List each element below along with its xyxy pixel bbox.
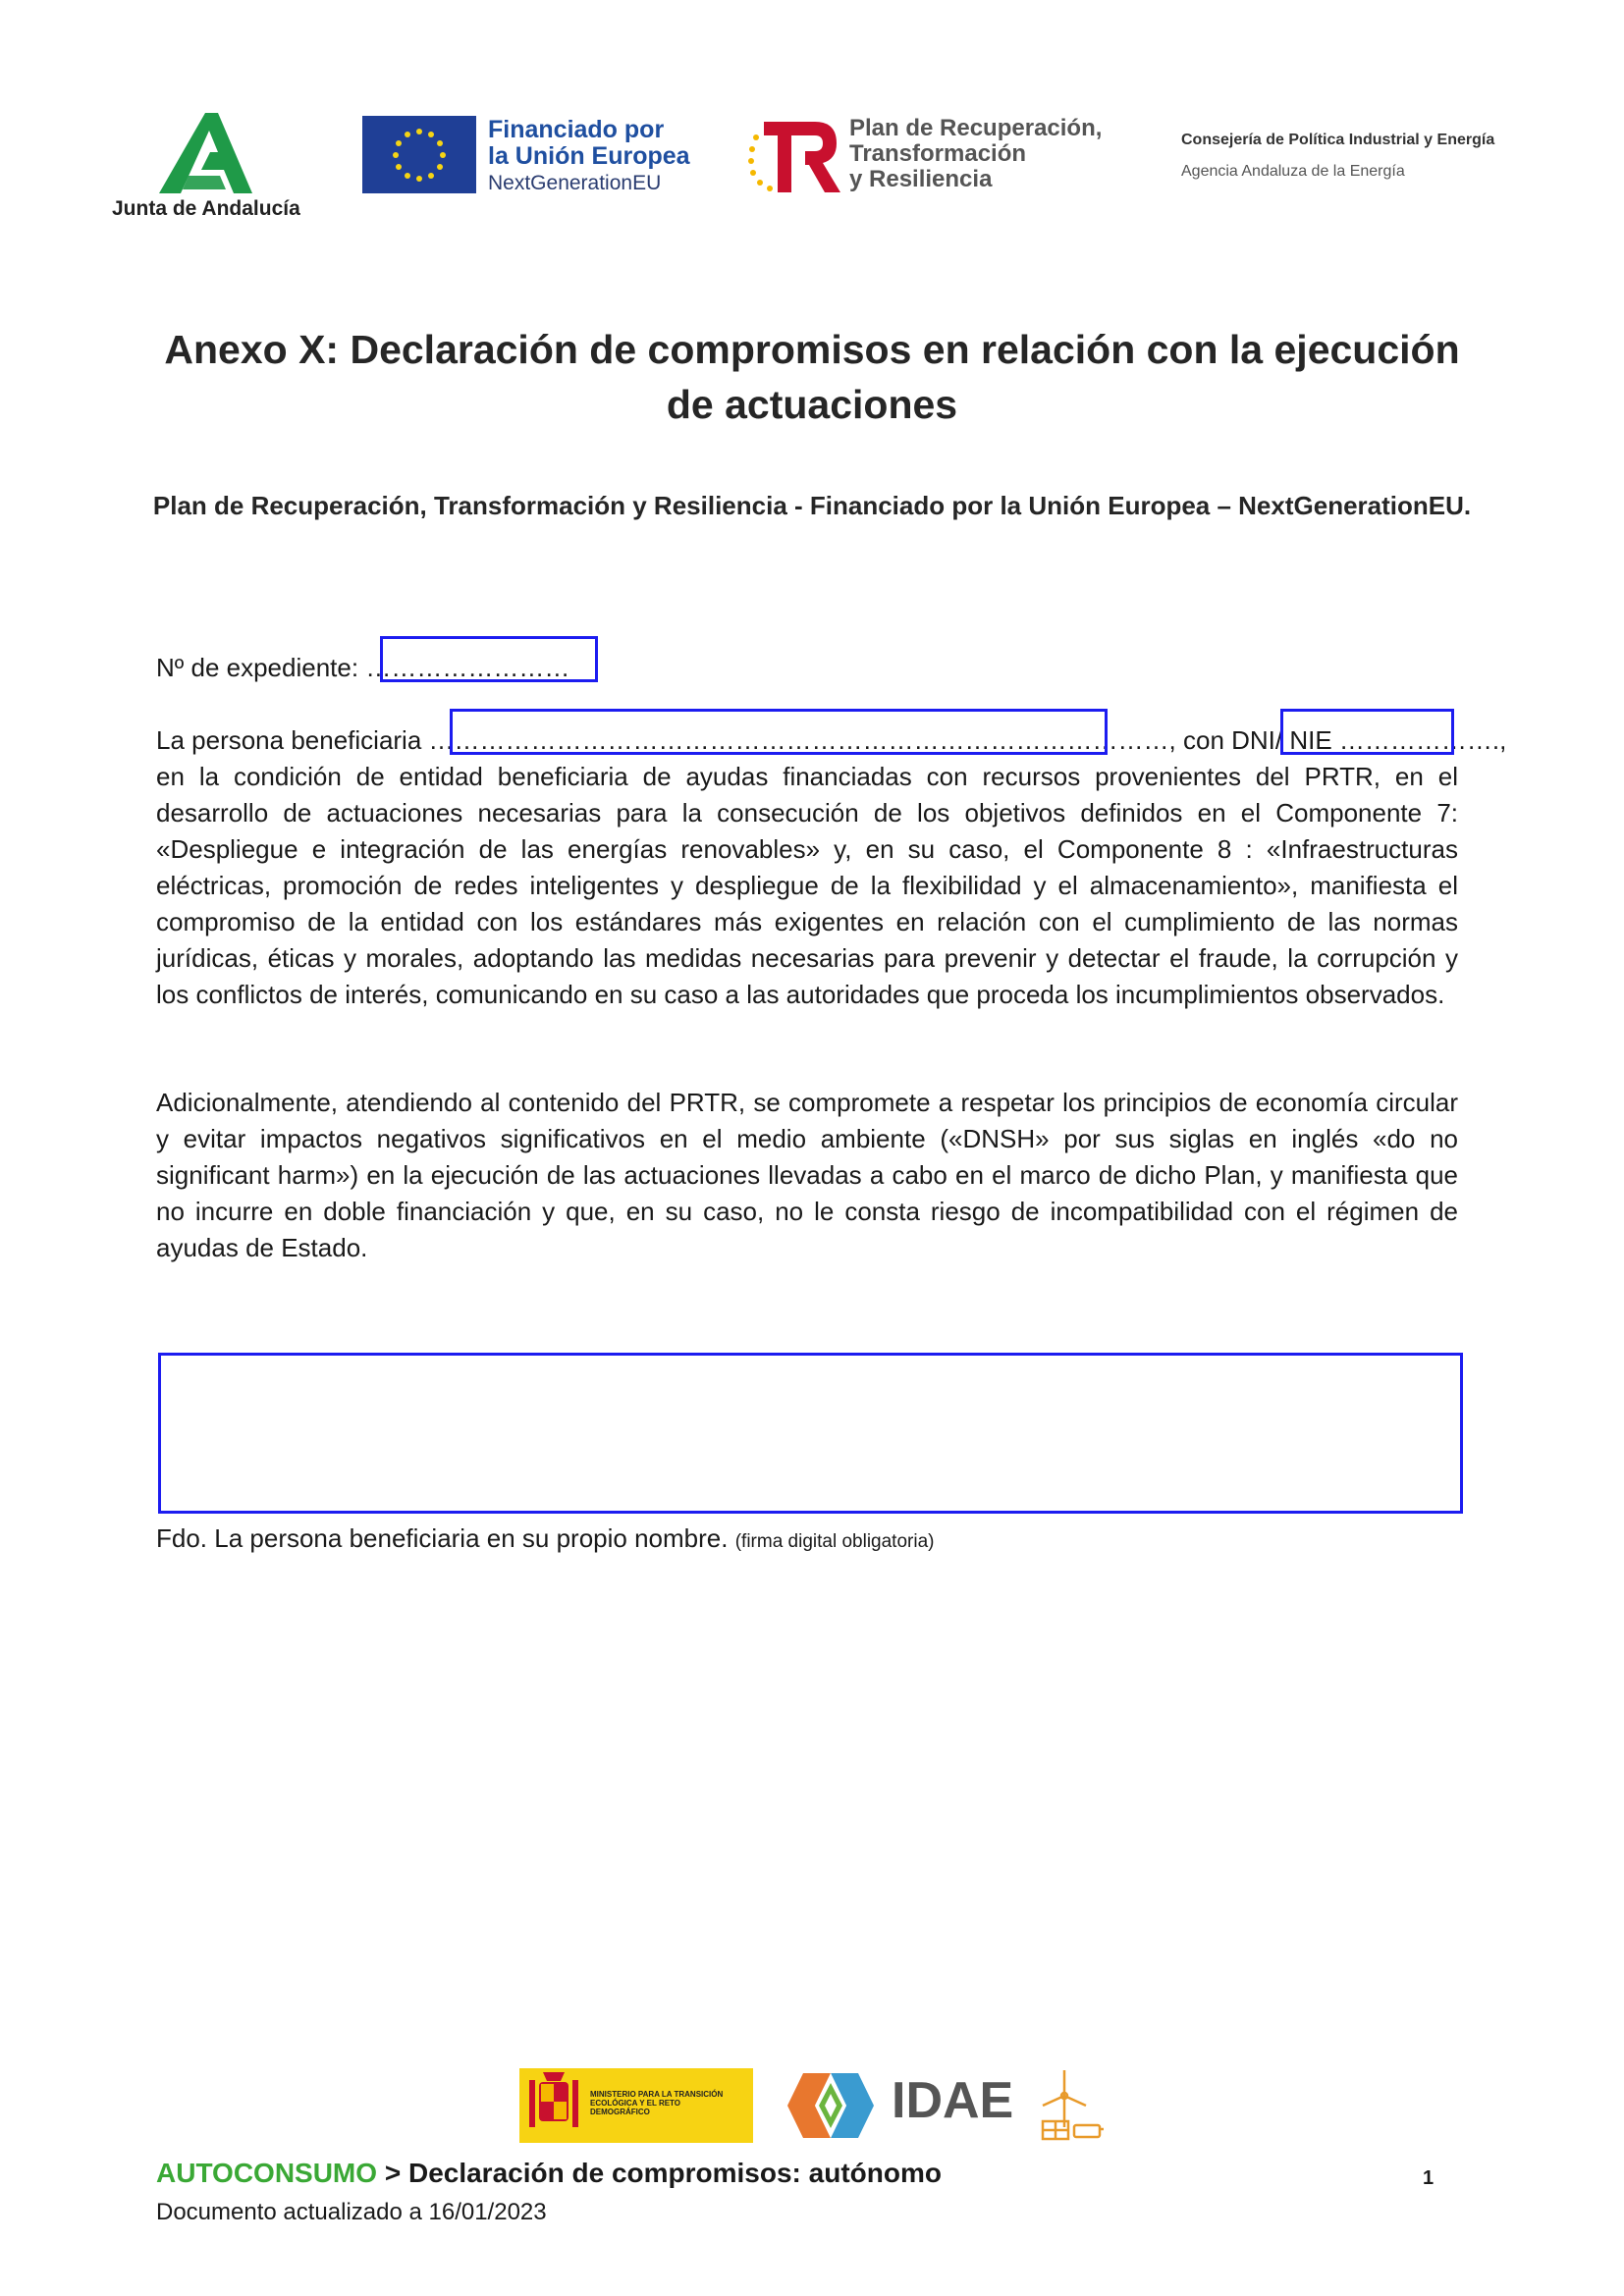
dnsh-paragraph: Adicionalmente, atendiendo al contenido del PRTR, se compromete a respetar los principios de economía circular y evitar impactos negativos significativos en el medio ambiente («DNSH» por sus siglas en inglés «do no significant harm») en la ejecución de las actuaciones llevadas a cabo en el marco de dicho Plan, y manifiesta que no incurre en doble financiación y que, en su caso, no le consta riesgo de incompatibilidad con el régimen de ayudas de Estado. (156, 1088, 1458, 1262)
footer-breadcrumb (156, 2158, 942, 2189)
prtr-line1: Plan de Recuperación, (849, 115, 1103, 141)
beneficiaria-label: La persona beneficiaria (156, 725, 422, 755)
eu-line3: NextGenerationEU (488, 172, 662, 194)
prtr-emblem-icon (746, 116, 844, 196)
signature-note: (firma digital obligatoria) (734, 1531, 935, 1552)
dni-nie-field[interactable] (1280, 709, 1454, 755)
idae-emblem-icon (776, 2065, 886, 2146)
prtr-logo (746, 116, 1139, 199)
wind-solar-icon (1031, 2066, 1110, 2145)
expediente-label: Nº de expediente: (156, 653, 359, 682)
footer-separator: > (377, 2158, 408, 2188)
signature-label: Fdo. La persona beneficiaria en su propio nombre. (156, 1523, 729, 1553)
ministerio-text: MINISTERIO PARA LA TRANSICIÓN ECOLÓGICA Y EL RETO DEMOGRÁFICO (590, 2090, 724, 2116)
expediente-dots: …………………… (365, 653, 570, 682)
signature-caption (156, 1523, 934, 1554)
signature-field[interactable] (158, 1353, 1463, 1514)
dni-suffix: , (1499, 725, 1507, 755)
document-subtitle: Plan de Recuperación, Transformación y Resiliencia - Financiado por la Unión Europea – NextGenerationEU. (152, 491, 1472, 520)
page-number: 1 (1423, 2167, 1435, 2189)
junta-de-andalucia-logo (108, 113, 304, 231)
prtr-line2: Transformación (849, 140, 1027, 167)
ministerio-logo (519, 2068, 753, 2143)
junta-emblem-icon (159, 113, 252, 193)
prtr-text (849, 116, 1102, 192)
beneficiaria-name-field[interactable] (450, 709, 1108, 755)
dni-label: , con DNI/ NIE (1168, 725, 1332, 755)
eu-funding-logo (362, 116, 696, 196)
footer-updated: Documento actualizado a 16/01/2023 (156, 2199, 547, 2225)
expediente-field[interactable] (380, 636, 598, 682)
eu-line2: la Unión Europea (488, 142, 690, 170)
idae-logo (776, 2065, 1014, 2146)
idae-text: IDAE (892, 2072, 1014, 2129)
document-title: Anexo X: Declaración de compromisos en relación con la ejecución de actuaciones (164, 327, 1460, 427)
beneficiaria-dots: …………………………………………………………………………… (428, 725, 1169, 755)
prtr-line3: y Resiliencia (849, 166, 993, 192)
consejeria-label: Consejería de Política Industrial y Energía (1181, 132, 1495, 148)
footer-section: AUTOCONSUMO (156, 2158, 378, 2188)
spain-coat-of-arms-icon (521, 2068, 586, 2143)
eu-line1: Financiado por (488, 116, 665, 143)
commitment-paragraph: en la condición de entidad beneficiaria de ayudas financiadas con recursos provenientes del PRTR, en el desarrollo de actuaciones necesarias para la consecución de los objetivos definidos en el Componente 7: «Despliegue e integración de las energías renovables» y, en su caso, el Componente 8 : «Infraestructuras eléctricas, promoción de redes inteligentes y despliegue de la flexibilidad y el almacenamiento», manifiesta el compromiso de la entidad con los estándares más exigentes en relación con el cumplimiento de las normas jurídicas, éticas y morales, adoptando las medidas necesarias para prevenir y detectar el fraude, la corrupción y los conflictos de interés, comunicando en su caso a las autoridades que proceda los incumplimientos observados. (156, 762, 1458, 1009)
junta-name: Junta de Andalucía (112, 197, 300, 220)
agencia-label: Agencia Andaluza de la Energía (1181, 163, 1405, 180)
footer-doc-name: Declaración de compromisos: autónomo (407, 2158, 942, 2188)
dni-dots: ………………. (1338, 725, 1500, 755)
eu-flag-icon (362, 116, 476, 193)
